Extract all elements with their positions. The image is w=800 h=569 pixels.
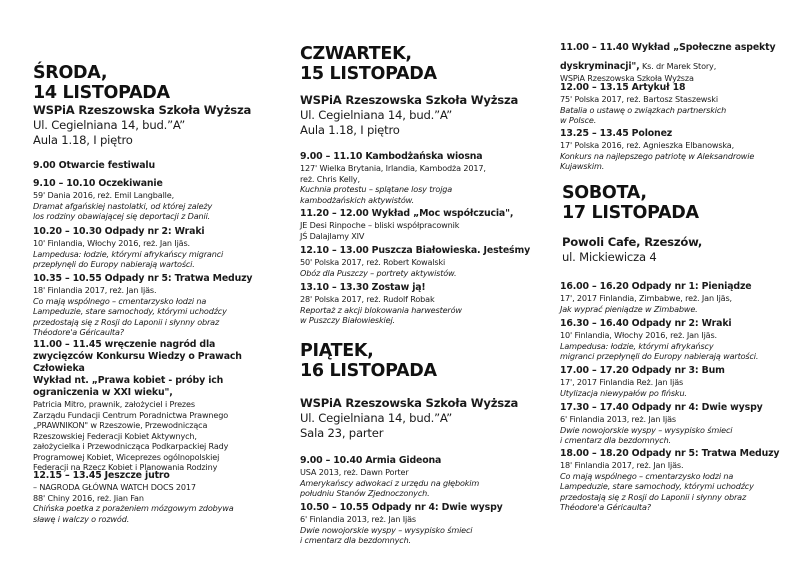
event-item <box>300 455 555 499</box>
event-description: Chińska poetka z porażeniem mózgowym zdobywa <box>33 503 234 513</box>
event-title: 9.10 – 10.10 Oczekiwanie <box>33 178 163 189</box>
event-title: ograniczenia w XXI wieku", <box>33 387 173 398</box>
event-title: 12.00 – 13.15 Artykuł 18 <box>560 82 686 93</box>
event-description: Théodore'a Géricaulta? <box>33 327 124 337</box>
event-description: w Polsce. <box>560 115 597 125</box>
event-description: przedostają się z Rosji do Laponii i słynny obraz <box>33 316 220 327</box>
event-description: Jak wyprać pieniądze w Zimbabwe. <box>560 303 698 314</box>
event-title: 10.20 – 10.30 Odpady nr 2: Wraki <box>33 226 205 237</box>
venue-address: Ul. Cegielniana 14, bud.”A” <box>300 108 453 122</box>
event-description: przepłynęli do Europy nabierają wartości. <box>33 259 195 269</box>
event-description: Dwie nowojorskie wyspy – wysypisko śmieci <box>300 524 473 535</box>
event-meta: JE Desi Rinpoche – bliski współpracownik <box>300 220 460 230</box>
event-meta: 10' Finlandia, Włochy 2016, reż. Jan Ijäs. <box>33 238 190 248</box>
event-title: 9.00 – 11.10 Kambodżańska wiosna <box>300 151 483 162</box>
event-item <box>300 282 555 326</box>
event-description: i cmentarz dla bezdomnych. <box>300 535 411 545</box>
event-title: 9.00 – 10.40 Armia Gideona <box>300 455 442 466</box>
event-item <box>560 365 795 398</box>
event-title: 17.00 – 17.20 Odpady nr 3: Bum <box>560 365 725 376</box>
event-title: 12.15 – 13.45 Jeszcze jutro <box>33 470 170 481</box>
event-description: Lampeduzie, stare samochody, którymi uchodźcy <box>33 306 227 316</box>
event-meta: – NAGRODA GŁÓWNA WATCH DOCS 2017 <box>33 482 196 492</box>
event-meta: założycielka i Przewodnicząca Podkarpackiej Rady <box>33 441 229 451</box>
event-description: Co mają wspólnego – cmentarzysko łodzi na <box>33 295 207 306</box>
event-meta: 6' Finlandia 2013, reż. Jan Ijäs <box>300 514 416 524</box>
event-meta: 59' Dania 2016, reż. Emil Langballe, <box>33 190 175 200</box>
day-heading-thursday: CZWARTEK, 15 LISTOPADA <box>300 44 437 84</box>
venue-thursday <box>300 93 555 138</box>
event-meta: 50' Polska 2017, reż. Robert Kowalski <box>300 257 446 267</box>
event-description: Lampeduzie, stare samochody, którymi uchodźcy <box>560 481 754 491</box>
venue-room: Aula 1.18, I piętro <box>300 123 400 137</box>
event-description: los rodziny obawiającej się deportacji z Danii. <box>33 211 211 221</box>
event-item <box>560 402 795 446</box>
event-title: Człowieka <box>33 363 85 374</box>
event-description: Co mają wspólnego – cmentarzysko łodzi na <box>560 470 734 481</box>
event-description: południu Stanów Zjednoczonych. <box>300 488 430 498</box>
event-description: Lampedusa: łodzie, którymi afrykańscy migranci <box>33 248 224 259</box>
event-description: Kuchnia protestu – splątane losy trojga <box>300 184 453 194</box>
event-meta: 75' Polska 2017, reż. Bartosz Staszewski <box>560 94 718 104</box>
event-meta: „PRAWNIKON" w Rzeszowie, Przewodnicząca <box>33 420 208 430</box>
event-meta: 6' Finlandia 2013, reż. Jan Ijäs <box>560 414 676 424</box>
event-meta: Rzeszowskiej Federacji Kobiet Aktywnych, <box>33 430 197 441</box>
venue-address: Ul. Cegielniana 14, bud.”A” <box>300 411 453 425</box>
event-meta: 17', 2017 Finlandia Reż. Jan Ijäs <box>560 377 684 387</box>
venue-room: Aula 1.18, I piętro <box>33 133 133 147</box>
event-title: 10.35 – 10.55 Odpady nr 5: Tratwa Meduzy <box>33 273 253 284</box>
event-meta: Ks. dr Marek Story, <box>639 61 717 71</box>
event-title: 11.20 – 12.00 Wykład „Moc współczucia", <box>300 208 514 219</box>
event-title: 11.00 – 11.45 wręczenie nagród dla <box>33 339 216 350</box>
event-item <box>560 128 795 172</box>
event-description: Amerykańscy adwokaci z urzędu na głębokim <box>300 477 480 488</box>
event-title: zwycięzców Konkursu Wiedzy o Prawach <box>33 351 242 362</box>
event-meta: Zarządu Fundacji Centrum Poradnictwa Prawnego <box>33 409 229 420</box>
event-description: Konkurs na najlepszego patriotę w Aleksandrowie <box>560 150 755 161</box>
event-title: dyskryminacji", <box>560 61 640 72</box>
venue-saturday <box>562 235 797 265</box>
event-title: 10.50 – 10.55 Odpady nr 4: Dwie wyspy <box>300 502 503 513</box>
event-description: Kujawskim. <box>560 161 605 171</box>
event-description: Utylizacja niewypałów po fińsku. <box>560 387 687 398</box>
event-title: 12.10 – 13.00 Puszcza Białowieska. Jesteśmy <box>300 245 531 256</box>
event-title: 17.30 – 17.40 Odpady nr 4: Dwie wyspy <box>560 402 763 413</box>
event-item <box>560 82 795 126</box>
event-title: Wykład nt. „Prawa kobiet - próby ich <box>33 375 224 386</box>
event-item <box>560 42 795 84</box>
event-description: kambodżańskich aktywistów. <box>300 194 414 205</box>
venue-room: Sala 23, parter <box>300 426 384 440</box>
venue-name: WSPiA Rzeszowska Szkoła Wyższa <box>33 103 252 117</box>
event-title: 13.25 – 13.45 Polonez <box>560 128 673 139</box>
event-meta: 88' Chiny 2016, reż. Jian Fan <box>33 492 144 503</box>
event-meta: 18' Finlandia 2017, reż. Jan Ijäs. <box>560 460 684 470</box>
day-heading-friday: PIĄTEK, 16 LISTOPADA <box>300 341 437 381</box>
event-description: Dwie nowojorskie wyspy – wysypisko śmieci <box>560 424 733 435</box>
event-meta: 17' Polska 2016, reż. Agnieszka Elbanowska, <box>560 140 735 150</box>
event-item <box>560 318 795 362</box>
venue-name: WSPiA Rzeszowska Szkoła Wyższa <box>300 93 519 107</box>
event-meta: 127' Wielka Brytania, Irlandia, Kambodża 2017, <box>300 163 486 173</box>
event-description: i cmentarz dla bezdomnych. <box>560 435 671 445</box>
event-item <box>33 273 283 338</box>
day-heading-wednesday: ŚRODA, 14 LISTOPADA <box>33 63 170 103</box>
event-title: 18.00 – 18.20 Odpady nr 5: Tratwa Meduzy <box>560 448 780 459</box>
event-description: Reportaż z akcji blokowania harwesterów <box>300 304 462 315</box>
day-heading-saturday: SOBOTA, 17 LISTOPADA <box>562 183 699 223</box>
event-item <box>33 470 283 524</box>
venue-friday <box>300 396 555 441</box>
event-description: Lampedusa: łodzie, którymi afrykańscy <box>560 340 714 351</box>
event-description: migranci przepłynęli do Europy nabierają wartości. <box>560 351 759 361</box>
event-description: sławę i walczy o rozwód. <box>33 513 130 524</box>
venue-wednesday <box>33 103 283 148</box>
event-title: 16.30 – 16.40 Odpady nr 2: Wraki <box>560 318 732 329</box>
event-meta: Federacji na Rzecz Kobiet i Planowania Rodziny <box>33 462 218 472</box>
event-meta: USA 2013, reż. Dawn Porter <box>300 467 409 477</box>
event-description: Obóz dla Puszczy – portrety aktywistów. <box>300 267 457 278</box>
event-item <box>560 281 795 314</box>
event-title: 13.10 – 13.30 Zostaw ją! <box>300 282 426 293</box>
event-meta: 10' Finlandia, Włochy 2016, reż. Jan Ijäs. <box>560 330 717 340</box>
event-item <box>33 226 283 270</box>
event-meta: Patricia Mitro, prawnik, założyciel i Prezes <box>33 399 195 409</box>
event-description: Théodore'a Géricaulta? <box>560 502 651 512</box>
event-item <box>33 178 283 222</box>
event-item <box>300 151 555 205</box>
event-item <box>300 245 555 278</box>
event-item <box>560 448 795 513</box>
event-meta: JŚ Dalajlamy XIV <box>300 230 365 241</box>
venue-address: Ul. Cegielniana 14, bud.”A” <box>33 118 186 132</box>
venue-name: WSPiA Rzeszowska Szkoła Wyższa <box>300 396 519 410</box>
event-title: 9.00 Otwarcie festiwalu <box>33 160 155 171</box>
event-meta: 17', 2017 Finlandia, Zimbabwe, reż. Jan Ijäs, <box>560 293 732 303</box>
event-title: 11.00 – 11.40 Wykład „Społeczne aspekty <box>560 42 776 53</box>
event-meta: Programowej Kobiet, Wiceprezes ogólnopolskiej <box>33 451 220 462</box>
event-item <box>33 160 155 172</box>
event-description: Dramat afgańskiej nastolatki, od której zależy <box>33 200 213 211</box>
event-item <box>300 208 555 241</box>
event-description: w Puszczy Białowieskiej. <box>300 315 395 325</box>
event-description: przedostają się z Rosji do Laponii i słynny obraz <box>560 491 747 502</box>
event-title: 16.00 – 16.20 Odpady nr 1: Pieniądze <box>560 281 752 292</box>
event-meta: WSPiA Rzeszowska Szkoła Wyższa <box>560 73 694 83</box>
event-meta: 28' Polska 2017, reż. Rudolf Robak <box>300 294 435 304</box>
event-meta: 18' Finlandia 2017, reż. Jan Ijäs. <box>33 285 157 295</box>
venue-name: Powoli Cafe, Rzeszów, <box>562 235 703 249</box>
event-description: Batalia o ustawę o związkach partnerskich <box>560 104 727 115</box>
event-item <box>300 502 555 546</box>
event-item <box>33 339 283 473</box>
event-meta: reż. Chris Kelly, <box>300 173 360 184</box>
venue-address: ul. Mickiewicza 4 <box>562 250 657 264</box>
